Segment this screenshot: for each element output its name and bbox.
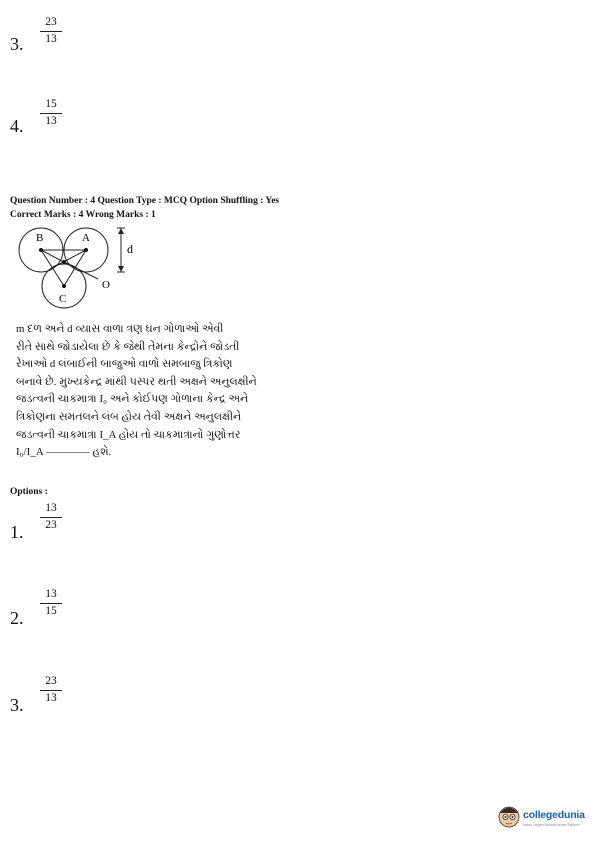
question-meta-line2: Correct Marks : 4 Wrong Marks : 1 <box>10 210 156 220</box>
logo-name: collegedunia <box>523 809 585 821</box>
fraction <box>40 588 62 618</box>
d-arrow-head-top <box>118 228 124 234</box>
fraction-bar <box>40 517 62 518</box>
mascot-icon <box>497 804 521 830</box>
denominator: 23 <box>45 519 57 531</box>
numerator: 23 <box>45 675 57 687</box>
question-line: બનાવે છે. મુખ્યકેન્દ્ર માંથી પસ્પર થતી અક્ષને અનુલક્ષીને <box>16 375 257 388</box>
denominator: 15 <box>45 605 57 617</box>
denominator: 13 <box>45 692 57 704</box>
question-line: ત્રિકોણના સમતલને લંબ હોય તેવી અક્ષને અનુલક્ષીને <box>16 410 242 423</box>
fraction-bar <box>40 603 62 604</box>
fraction <box>40 98 62 128</box>
label-b: B <box>36 232 44 244</box>
question-text <box>16 321 276 462</box>
spheres-figure <box>14 224 144 310</box>
numerator: 13 <box>45 502 57 514</box>
label-a: A <box>82 232 90 244</box>
option-number: 3. <box>10 34 24 54</box>
centroid <box>62 260 66 264</box>
question-line: રેખાઓ d લંબાઈની બાજુઓ વાળો સમબાજુ ત્રિકોણ <box>16 358 233 371</box>
logo-tagline: India's Largest Student Review Platform <box>523 823 580 827</box>
numerator: 15 <box>45 98 57 110</box>
question-line: જડત્વની ચાકમાત્રા I_A હોય તો ચાકમાત્રાનો ગુણોત્તર <box>16 428 241 441</box>
numerator: 23 <box>45 16 57 28</box>
option-number: 2. <box>10 608 24 628</box>
question-line: I₀/I_A ———— હશે. <box>16 446 112 459</box>
question-line: રીતે સાથે જોડાયેલા છે કે જેથી તેમના કેન્દ્રોને જોડતી <box>16 340 240 353</box>
center-b <box>39 248 43 252</box>
label-c: C <box>59 293 67 305</box>
fraction <box>40 16 62 46</box>
label-d: d <box>127 242 133 256</box>
question-line: જડત્વની ચાકમાત્રા I₀ અને કોઈપણ ગોળાના કેન્દ્ર અને <box>16 393 249 406</box>
label-o: O <box>102 279 110 291</box>
question-line: m દળ અને d વ્યાસ વાળા ત્રણ ઘન ગોળાઓ એવી <box>16 323 224 335</box>
fraction-bar <box>40 31 62 32</box>
fraction <box>40 675 62 705</box>
option-number: 4. <box>10 116 24 136</box>
denominator: 13 <box>45 33 57 45</box>
center-c <box>62 284 66 288</box>
option-number: 1. <box>10 522 24 542</box>
center-a <box>84 248 88 252</box>
options-label: Options : <box>10 487 48 497</box>
collegedunia-logo <box>497 804 589 832</box>
numerator: 13 <box>45 588 57 600</box>
fraction <box>40 502 62 532</box>
denominator: 13 <box>45 115 57 127</box>
option-number: 3. <box>10 695 24 715</box>
d-arrow-head-bottom <box>118 266 124 272</box>
fraction-bar <box>40 113 62 114</box>
question-meta-line1: Question Number : 4 Question Type : MCQ Option Shuffling : Yes <box>10 196 280 206</box>
fraction-bar <box>40 690 62 691</box>
